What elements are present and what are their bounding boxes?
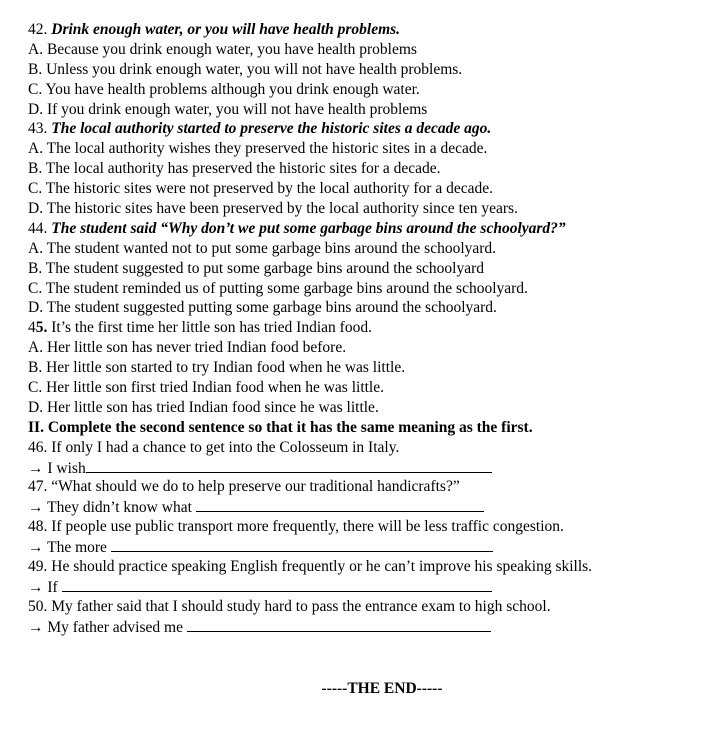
answer-blank[interactable] [86, 458, 492, 473]
question-43 [28, 119, 718, 139]
option-d: D. The historic sites have been preserved by the local authority since ten years. [28, 200, 518, 218]
answer-lead: → They didn’t know what [28, 499, 196, 517]
question-stem: It’s the first time her little son has tried Indian food. [47, 319, 372, 337]
option-c: C. The historic sites were not preserved by the local authority for a decade. [28, 180, 493, 198]
question-stem: The student said “Why don’t we put some garbage bins around the schoolyard?” [51, 219, 566, 237]
question-44 [28, 219, 718, 239]
option-b: B. Unless you drink enough water, you will not have health problems. [28, 60, 463, 78]
answer-lead: → My father advised me [28, 618, 187, 636]
option-a: A. The local authority wishes they preserved the historic sites in a decade. [28, 140, 488, 158]
question-48: 48. If people use public transport more frequently, there will be less traffic congestion. [28, 518, 564, 536]
option-d: D. Her little son has tried Indian food since he was little. [28, 398, 379, 416]
answer-line-47 [28, 497, 718, 517]
answer-blank[interactable] [111, 537, 493, 552]
question-45 [28, 318, 718, 338]
question-stem: Drink enough water, or you will have health problems. [51, 21, 401, 38]
answer-lead: → I wish [28, 459, 86, 477]
option-a: A. The student wanted not to put some garbage bins around the schoolyard. [28, 239, 497, 257]
answer-line-50 [28, 617, 718, 637]
answer-blank[interactable] [196, 497, 484, 512]
answer-blank[interactable] [62, 577, 492, 592]
question-stem: The local authority started to preserve the historic sites a decade ago. [51, 120, 492, 138]
answer-line-49 [28, 577, 718, 597]
option-c: C. The student reminded us of putting some garbage bins around the schoolyard. [28, 279, 528, 297]
question-42 [28, 20, 718, 40]
option-b: B. Her little son started to try Indian food when he was little. [28, 359, 406, 377]
question-46: 46. If only I had a chance to get into the Colosseum in Italy. [28, 438, 400, 456]
option-c: C. You have health problems although you drink enough water. [28, 80, 420, 98]
option-c: C. Her little son first tried Indian food when he was little. [28, 379, 384, 397]
option-d: D. If you drink enough water, you will not have health problems [28, 100, 428, 118]
question-number-suffix: 5. [35, 319, 48, 337]
question-number: 44. [28, 219, 52, 237]
option-a: A. Her little son has never tried Indian food before. [28, 339, 347, 357]
section-heading: II. Complete the second sentence so that it has the same meaning as the first. [28, 418, 533, 436]
answer-lead: → If [28, 578, 62, 596]
question-47: 47. “What should we do to help preserve our traditional handicrafts?” [28, 478, 460, 496]
option-d: D. The student suggested putting some garbage bins around the schoolyard. [28, 299, 497, 317]
question-number: 43. [28, 120, 52, 138]
question-50: 50. My father said that I should study hard to pass the entrance exam to high school. [28, 597, 551, 615]
end-marker: -----THE END----- [321, 680, 443, 697]
worksheet [28, 20, 718, 637]
answer-line-48 [28, 537, 718, 557]
answer-line-46 [28, 458, 718, 478]
option-b: B. The student suggested to put some garbage bins around the schoolyard [28, 259, 485, 277]
question-49: 49. He should practice speaking English frequently or he can’t improve his speaking skills. [28, 558, 593, 576]
option-b: B. The local authority has preserved the historic sites for a decade. [28, 160, 441, 178]
option-a: A. Because you drink enough water, you have health problems [28, 40, 417, 58]
answer-blank[interactable] [187, 617, 491, 632]
question-number: 42. [28, 21, 52, 38]
answer-lead: → The more [28, 539, 111, 557]
question-number-prefix: 4 [28, 319, 36, 337]
